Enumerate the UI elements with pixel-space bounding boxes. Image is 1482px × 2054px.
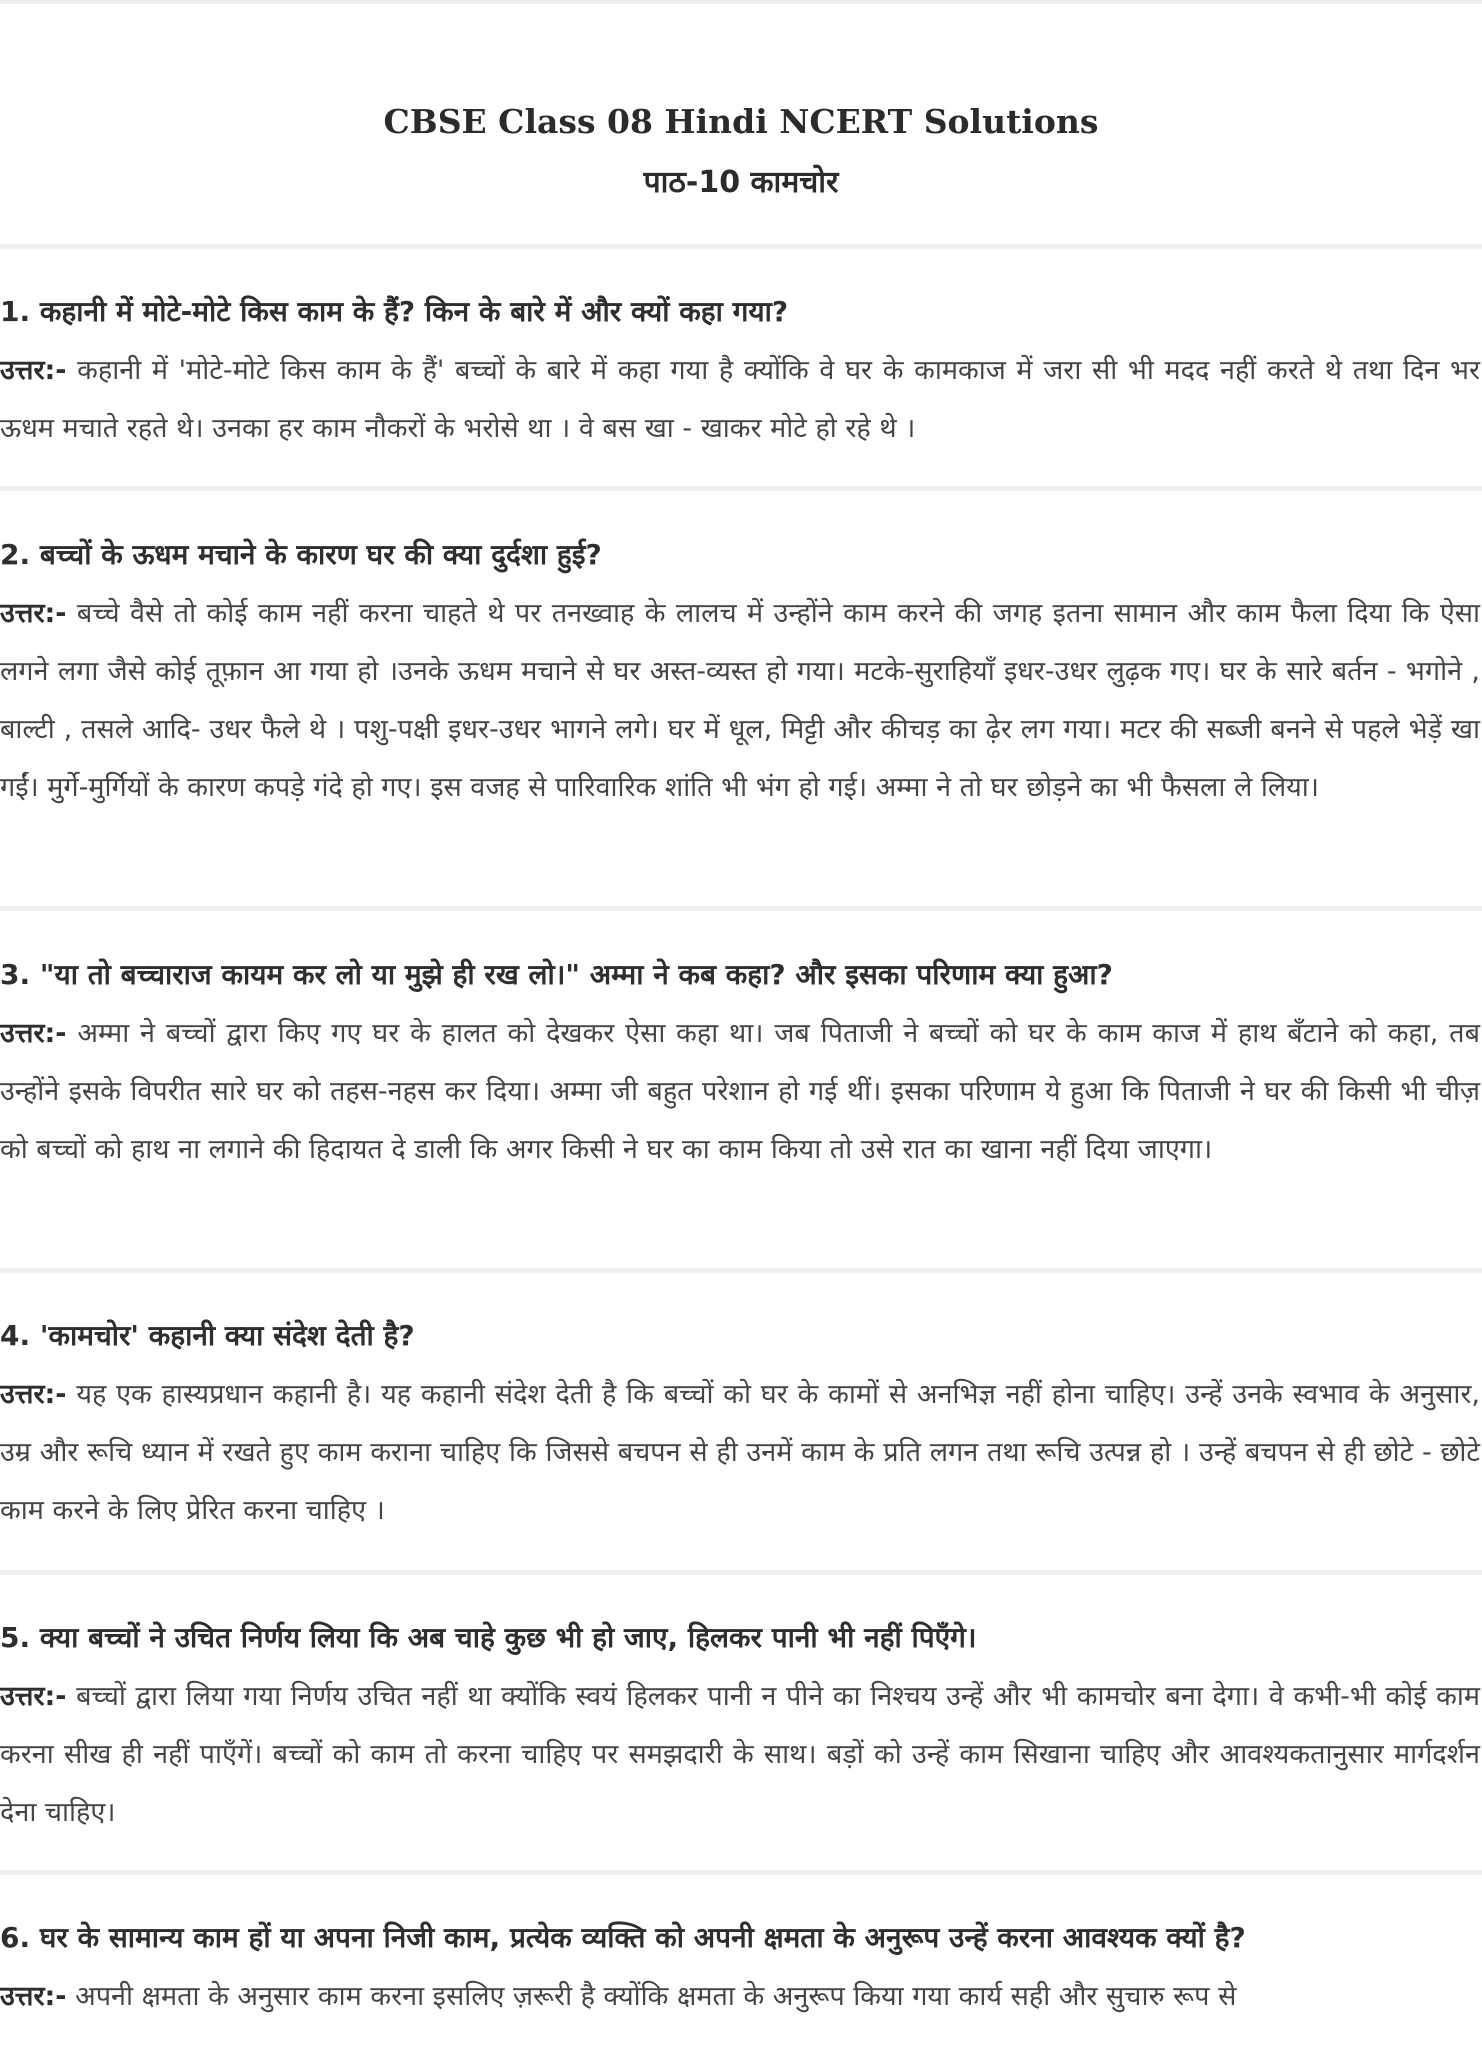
answer-6-text: अपनी क्षमता के अनुसार काम करना इसलिए ज़रूरी है क्योंकि क्षमता के अनुरूप किया गया कार्य सही और सुचारु रूप से bbox=[75, 1981, 1237, 2012]
answer-label: उत्तर:- bbox=[0, 355, 67, 386]
answer-5-text: बच्चों द्वारा लिया गया निर्णय उचित नहीं था क्योंकि स्वयं हिलकर पानी न पीने का निश्चय उन्हें और भी कामचोर बना देगा। वे कभी-भी कोई काम करना सीख ही नहीं पाएँगें। बच्चों को काम तो करना चाहिए पर समझदारी के साथ। बड़ों को उन्हें काम सिखाना चाहिए और आवश्यकतानुसार मार्गदर्शन देना चाहिए। bbox=[0, 1681, 1480, 1828]
answer-4-text: यह एक हास्यप्रधान कहानी है। यह कहानी संदेश देती है कि बच्चों को घर के कामों से अनभिज्ञ नहीं होना चाहिए। उन्हें उनके स्वभाव के अनुसार, उम्र और रूचि ध्यान में रखते हुए काम कराना चाहिए कि जिससे बचपन से ही उनमें काम के प्रति लगन तथा रूचि उत्पन्न हो । उन्हें बचपन से ही छोटे - छोटे काम करने के लिए प्रेरित करना चाहिए । bbox=[0, 1379, 1480, 1526]
top-rule bbox=[0, 0, 1482, 4]
qa-block-5 bbox=[0, 1608, 1482, 1842]
answer-6 bbox=[0, 1968, 1480, 2026]
section-divider bbox=[0, 906, 1482, 911]
answer-5 bbox=[0, 1668, 1480, 1842]
question-3: 3. "या तो बच्चाराज कायम कर लो या मुझे ही रख लो।" अम्मा ने कब कहा? और इसका परिणाम क्या हुआ? bbox=[0, 958, 1113, 991]
question-1: 1. कहानी में मोटे-मोटे किस काम के हैं? किन के बारे में और क्यों कहा गया? bbox=[0, 295, 789, 328]
qa-block-1 bbox=[0, 282, 1482, 458]
question-5: 5. क्या बच्चों ने उचित निर्णय लिया कि अब चाहे कुछ भी हो जाए, हिलकर पानी भी नहीं पिएँगे। bbox=[0, 1621, 977, 1654]
answer-2-text: बच्चे वैसे तो कोई काम नहीं करना चाहते थे पर तनख्वाह के लालच में उन्होंने काम करने की जगह इतना सामान और काम फैला दिया कि ऐसा लगने लगा जैसे कोई तूफ़ान आ गया हो ।उनके ऊधम मचाने से घर अस्त-व्यस्त हो गया। मटके-सुराहियाँ इधर-उधर लुढ़क गए। घर के सारे बर्तन - भगोने , बाल्टी , तसले आदि- उधर फैले थे । पशु-पक्षी इधर-उधर भागने लगे। घर में धूल, मिट्टी और कीचड़ का ढ़ेर लग गया। मटर की सब्जी बनने से पहले भेड़ें खा गईं। मुर्गे-मुर्गियों के कारण कपड़े गंदे हो गए। इस वजह से पारिवारिक शांति भी भंग हो गई। अम्मा ने तो घर छोड़ने का भी फैसला ले लिया। bbox=[0, 598, 1480, 803]
answer-4 bbox=[0, 1366, 1480, 1540]
answer-label: उत्तर:- bbox=[0, 1981, 67, 2012]
chapter-subtitle: पाठ-10 कामचोर bbox=[643, 165, 839, 200]
section-divider bbox=[0, 486, 1482, 491]
section-divider bbox=[0, 1570, 1482, 1575]
answer-2 bbox=[0, 585, 1480, 817]
answer-label: उत्तर:- bbox=[0, 1681, 67, 1712]
answer-1-text: कहानी में 'मोटे-मोटे किस काम के हैं' बच्चों के बारे में कहा गया है क्योंकि वे घर के कामकाज में जरा सी भी मदद नहीं करते थे तथा दिन भर ऊधम मचाते रहते थे। उनका हर काम नौकरों के भरोसे था । वे बस खा - खाकर मोटे हो रहे थे । bbox=[0, 355, 1480, 444]
qa-block-2 bbox=[0, 525, 1482, 817]
answer-label: उत्तर:- bbox=[0, 1018, 67, 1049]
answer-label: उत्तर:- bbox=[0, 598, 67, 629]
answer-label: उत्तर:- bbox=[0, 1379, 67, 1410]
qa-block-4 bbox=[0, 1306, 1482, 1540]
qa-block-3 bbox=[0, 945, 1482, 1179]
answer-1 bbox=[0, 342, 1480, 458]
answer-3 bbox=[0, 1005, 1480, 1179]
page-title: CBSE Class 08 Hindi NCERT Solutions bbox=[383, 102, 1099, 141]
question-6: 6. घर के सामान्य काम हों या अपना निजी काम, प्रत्येक व्यक्ति को अपनी क्षमता के अनुरूप उन्हें करना आवश्यक क्यों है? bbox=[0, 1921, 1246, 1954]
qa-block-6 bbox=[0, 1908, 1482, 2026]
section-divider bbox=[0, 1870, 1482, 1875]
answer-3-text: अम्मा ने बच्चों द्वारा किए गए घर के हालत को देखकर ऐसा कहा था। जब पिताजी ने बच्चों को घर के काम काज में हाथ बँटाने को कहा, तब उन्होंने इसके विपरीत सारे घर को तहस-नहस कर दिया। अम्मा जी बहुत परेशान हो गई थीं। इसका परिणाम ये हुआ कि पिताजी ने घर की किसी भी चीज़ को बच्चों को हाथ ना लगाने की हिदायत दे डाली कि अगर किसी ने घर का काम किया तो उसे रात का खाना नहीं दिया जाएगा। bbox=[0, 1018, 1480, 1165]
section-divider bbox=[0, 1268, 1482, 1273]
question-2: 2. बच्चों के ऊधम मचाने के कारण घर की क्या दुर्दशा हुई? bbox=[0, 538, 602, 571]
section-divider bbox=[0, 244, 1482, 249]
question-4: 4. 'कामचोर' कहानी क्या संदेश देती है? bbox=[0, 1319, 415, 1352]
